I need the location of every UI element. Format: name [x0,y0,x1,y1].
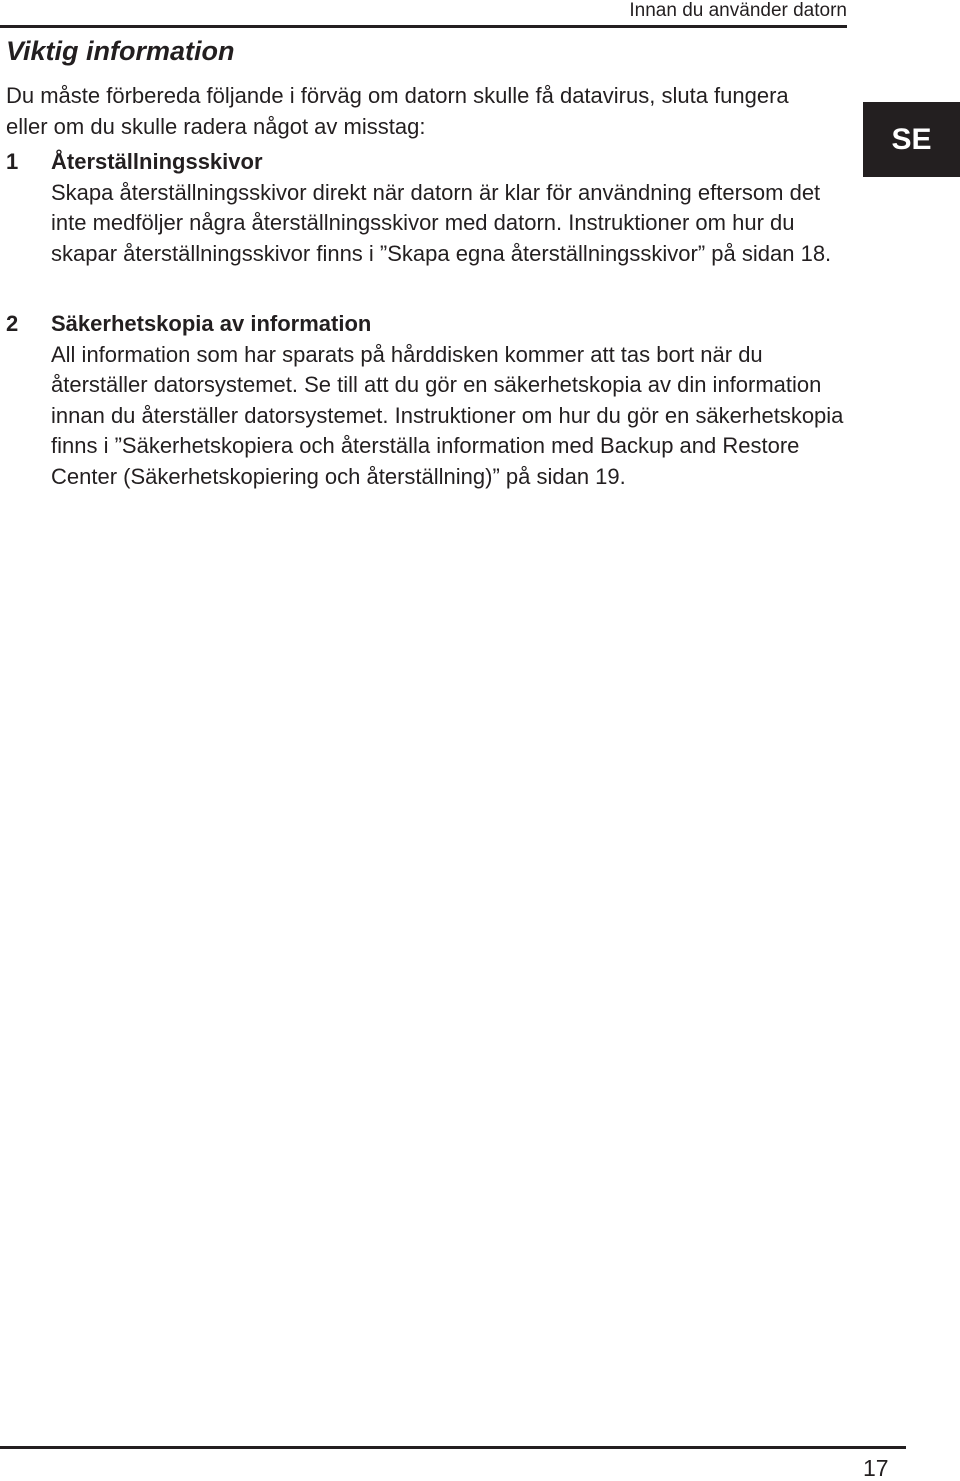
running-header: Innan du använder datorn [629,0,847,21]
list-item-heading: Återställningsskivor [51,149,263,174]
footer-rule [0,1446,906,1449]
header-rule [0,25,847,28]
list-item-heading: Säkerhetskopia av information [51,311,372,336]
page-number: 17 [863,1455,889,1481]
section-title: Viktig information [6,36,235,66]
list-item-body: Skapa återställningsskivor direkt när datorn är klar för användning eftersom det inte medföljer några återställningsskivor med datorn. Instruktioner om hur du skapar återställningsskivor finns i ”Skapa egna återställningsskivor” på sidan 18. [51,179,832,266]
list-item-number: 1 [6,149,19,174]
language-tab: SE [863,102,960,177]
list-item-body: All information som har sparats på hårddisken kommer att tas bort när du återställer datorsystemet. Se till att du gör en säkerhetskopia av din information innan du återställer datorsystemet. Instruktioner om hur du gör en säkerhetskopia finns i ”Säkerhetskopiera och återställa information med Backup and Restore Center (Säkerhetskopiering och återställning)” på sidan 19. [51,341,844,489]
list-item-recovery-discs [6,147,846,269]
intro-paragraph: Du måste förbereda följande i förväg om datorn skulle få datavirus, sluta fungera eller om du skulle radera något av misstag: [6,83,789,139]
list-item-number: 2 [6,311,19,336]
list-item-backup [6,309,846,492]
